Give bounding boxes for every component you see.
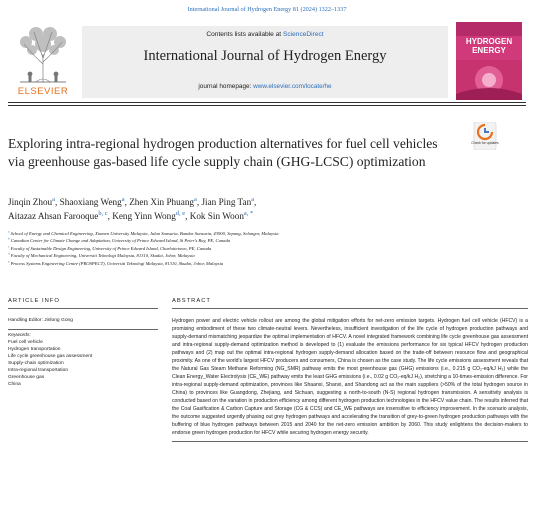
author-list [8, 196, 438, 223]
keyword-item[interactable]: Hydrogen transportation [8, 347, 61, 353]
affiliation-item [8, 237, 528, 244]
affiliation-mark: c [8, 244, 10, 249]
affiliation-text: Canadian Center for Climate Change and Adaptation, University of Prince Edward Island, St Peter’s Bay, PE, Canada [10, 238, 231, 244]
author[interactable]: Jinqin Zhou [8, 197, 53, 207]
author-affiliation-mark[interactable]: a, * [243, 209, 254, 217]
affiliation-item [8, 230, 528, 237]
abstract-bottom-divider [172, 441, 528, 442]
abstract-column [172, 298, 528, 442]
keyword-item[interactable]: Intra-regional transportation [8, 368, 69, 374]
contents-available-line [82, 31, 448, 38]
keyword-item[interactable]: China [8, 382, 21, 388]
affiliation-text: School of Energy and Chemical Engineering, Xiamen University Malaysia, Jalan Sunsuria, Bandar Sunsuria, 43900, Sepang, Selangor, Malaysia [10, 231, 279, 236]
keyword-item[interactable]: Life cycle greenhouse gas assessment [8, 354, 93, 360]
affiliation-item [8, 260, 528, 267]
keyword-list [8, 339, 158, 388]
journal-cover-thumbnail[interactable] [456, 22, 522, 100]
author-affiliation-mark[interactable]: a [194, 195, 197, 203]
cover-art-image [456, 60, 522, 100]
affiliation-item [8, 252, 528, 259]
affiliation-text: Process Systems Engineering Centre (PROSPECT), Universiti Teknologi Malaysia, 81310, Skudai, Johor, Malaysia [10, 260, 224, 266]
affiliation-text: Faculty of Mechanical Engineering, Universiti Teknologi Malaysia, 81310, Skudai, Johor, Malaysia [10, 253, 195, 259]
author-affiliation-mark[interactable]: a [121, 195, 125, 203]
affiliation-mark: e [8, 259, 10, 264]
author-line-1: Jinqin Zhou$^a$, Shaoxiang Weng$^a$, Zhen Xin Phuang$^a$, Jian Ping Tan$^a$, [8, 195, 257, 207]
keyword-item[interactable]: Supply-chain optimization [8, 361, 64, 367]
check-for-updates-badge[interactable] [470, 122, 500, 150]
article-info-heading: ARTICLE INFO [8, 298, 60, 304]
author-affiliation-mark[interactable]: a [52, 195, 56, 203]
handling-editor: Handling Editor: Jinlong Gong [8, 317, 73, 323]
author-affiliation-mark[interactable]: a [251, 195, 255, 203]
affiliation-mark: d [8, 251, 10, 256]
affiliation-text: Faculty of Sustainable Design Engineering, University of Prince Edward Island, Charlottetown, PE, Canada [10, 245, 212, 251]
affiliation-list [8, 230, 528, 267]
cover-title: HYDROGEN ENERGY [465, 37, 513, 55]
journal-homepage-line [82, 83, 448, 90]
author-line-2: Aitazaz Ahsan Farooque$^{b, c}$, Keng Yinn Wong$^{d, e}$, Kok Sin Woon$^{a, *}$ [8, 209, 254, 221]
article-info-column [8, 298, 158, 388]
cover-top-band [456, 22, 522, 36]
keyword-item[interactable]: Fuel cell vehicle [8, 340, 43, 346]
keywords-label: Keywords: [8, 333, 31, 339]
elsevier-tree-icon [14, 24, 72, 84]
keyword-item[interactable]: Greenhouse gas [8, 375, 45, 381]
check-for-updates-icon [470, 122, 500, 150]
author[interactable]: Zhen Xin Phuang [129, 197, 195, 207]
journal-title: International Journal of Hydrogen Energy [143, 48, 387, 64]
journal-homepage-link[interactable]: www.elsevier.com/locate/he [253, 83, 332, 90]
author[interactable]: Kok Sin Woon [189, 210, 244, 221]
check-for-updates-label: Check for updates [471, 141, 499, 145]
homepage-prefix: journal homepage: [198, 83, 254, 90]
author-affiliation-mark[interactable]: d, e [175, 209, 186, 217]
author-affiliation-mark[interactable]: b, c [98, 209, 108, 217]
elsevier-wordmark: ELSEVIER [17, 86, 69, 97]
elsevier-logo[interactable] [10, 22, 76, 100]
abstract-divider [172, 308, 528, 309]
article-info-divider [8, 308, 158, 309]
contents-prefix: Contents lists available at [206, 31, 283, 38]
author[interactable]: Aitazaz Ahsan Farooque [8, 210, 99, 221]
header-divider-thin [8, 105, 526, 106]
affiliation-mark: a [8, 229, 10, 234]
affiliation-mark: b [8, 236, 10, 241]
article-info-divider-2 [8, 329, 158, 330]
abstract-text: Hydrogen power and electric vehicle rollout are among the global mitigation efforts for net-zero emission targets. Hydrogen fuel cell vehicle (HFCV) is a promising embodiment of these two climate-neutral levers. Nevertheless, insufficient investigation of the life cycle of hydrogen production pathways and supply-demand mismatching jeopardize the optimal implementation of HFCV. A novel integrated framework combining life cycle greenhouse gas assessment and intra-regional supply-demand optimization method is developed to (1) evaluate the emissions performance for six typical HFCV hydrogen production pathways and (2) map out the optimal intra-regional hydrogen supply-demand allocation based on the trade-off between resource flow and geographical proximity. As one of the world’s largest HFCV producers and consumers, China is chosen as the case study. The life cycle emissions assessment reveals that the Natural Gas Steam Methane Reforming (NG_SMR) pathway emits the most greenhouse gas (GHG) emissions (i.e., 0.215 g CO₂-eq/kJ H₂) while the Clean Energy_Water Electrolysis (CE_WE) pathway emits the least GHG emissions (i.e., 0.02 g CO₂-eq/kJ H₂), stretching a 10-times-emission difference. For intra-regional supply-demand optimization, provinces like Shaanxi, Shanxi, and Shandong act as the main suppliers (>50% of the total hydrogen source in China) to provinces like Guangdong, Zhejiang, and Sichuan, suggesting a north-to-south (N-S) regional hydrogen transmission. A sensitivity analysis is conducted based on the variation in production efficiency among different hydrogen production technologies in the HFCV value chain. The results inferred that the Coal Gasification & Carbon Capture and Storage (CG & CCS) and CE_WE pathways are insensitive to efficiency improvement. In the scenario analysis, the outcome suggested urgently phasing out grey hydrogen pathways and accelerating the transition of grey-to-green hydrogen production pathways with the buffering of blue hydrogen pathways between 2015 and 2040 for the net-zero emission ambition by 2060. This study enlightens the decision-makers to endorse green hydrogen production for HFCV while securing hydrogen energy security. [172, 317, 528, 437]
journal-citation[interactable]: International Journal of Hydrogen Energy 81 (2024) 1322–1337 [187, 6, 347, 13]
author[interactable]: Shaoxiang Weng [59, 197, 122, 207]
article-title: Exploring intra-regional hydrogen production alternatives for fuel cell vehicles via greenhouse gas-based life cycle supply chain (GHG-LCSC) optimization [8, 136, 438, 169]
affiliation-item [8, 245, 528, 252]
author[interactable]: Keng Yinn Wong [112, 210, 176, 221]
author[interactable]: Jian Ping Tan [201, 197, 252, 207]
abstract-heading: ABSTRACT [172, 298, 211, 304]
sciencedirect-link[interactable]: ScienceDirect [282, 31, 324, 38]
header-divider [8, 102, 526, 103]
